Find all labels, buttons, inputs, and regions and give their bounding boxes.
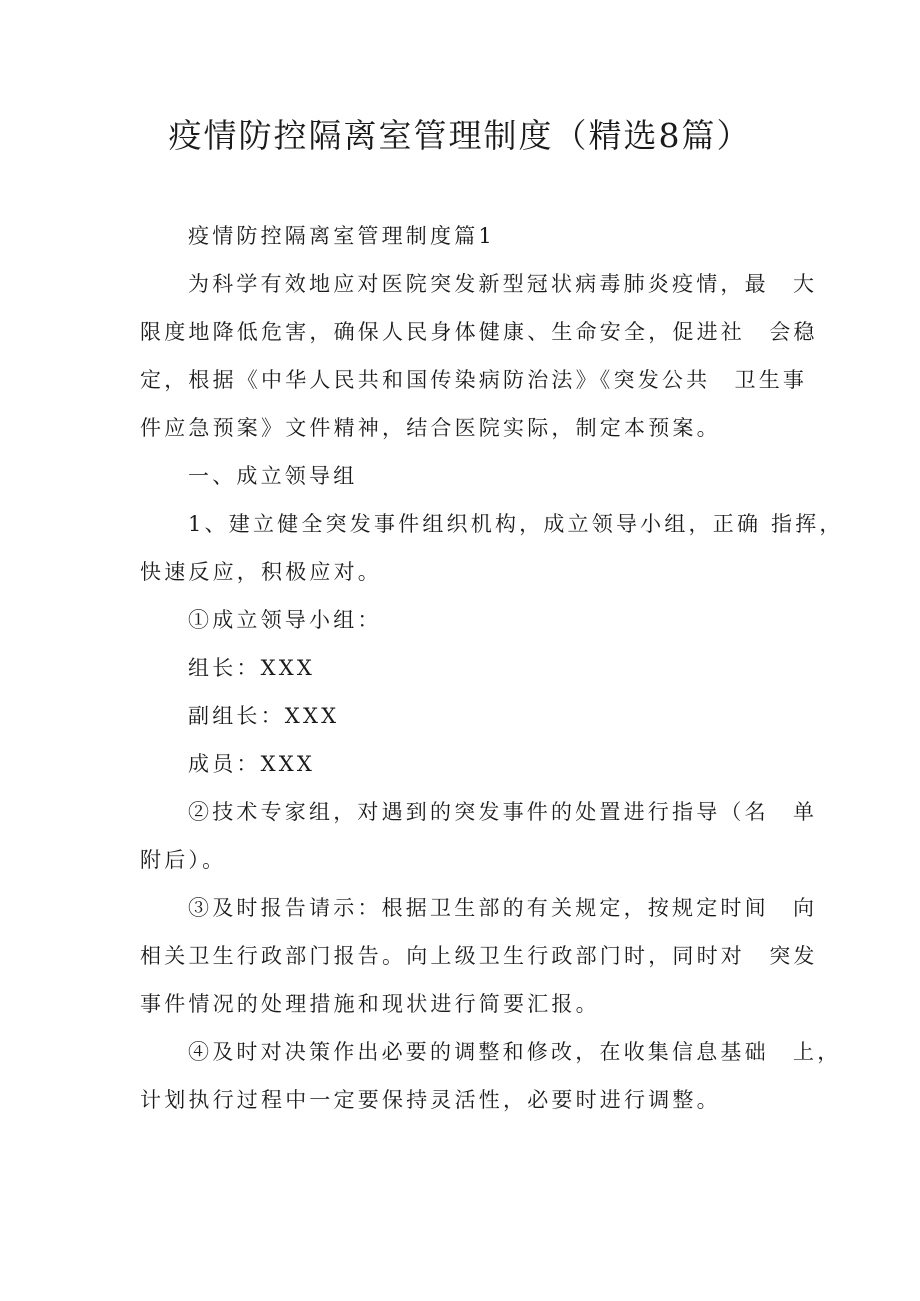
paragraph-line: 件应急预案》文件精神，结合医院实际，制定本预案。	[140, 416, 721, 440]
paragraph-line: 相关卫生行政部门报告。向上级卫生行政部门时，同时对 突发	[140, 944, 818, 968]
paragraph-line: 附后）。	[140, 848, 227, 872]
paragraph-line: ②技术专家组，对遇到的突发事件的处置进行指导（名 单	[188, 800, 818, 824]
paragraph-line: 为科学有效地应对医院突发新型冠状病毒肺炎疫情，最 大	[188, 272, 818, 296]
paragraph-line: 计划执行过程中一定要保持灵活性，必要时进行调整。	[140, 1088, 721, 1112]
paragraph-line: 快速反应，积极应对。	[140, 560, 382, 584]
section-heading: 疫情防控隔离室管理制度篇1	[188, 224, 495, 248]
paragraph-line: 组长：XXX	[188, 656, 316, 680]
document-title: 疫情防控隔离室管理制度（精选8篇）	[168, 116, 752, 155]
paragraph-line: 事件情况的处理措施和现状进行简要汇报。	[140, 992, 600, 1016]
paragraph-line: 1、建立健全突发事件组织机构，成立领导小组，正确 指挥，	[188, 512, 844, 536]
paragraph-line: 定，根据《中华人民共和国传染病防治法》《突发公共 卫生事	[140, 368, 808, 392]
paragraph-line: 成员：XXX	[188, 752, 316, 776]
subheading: 一、成立领导组	[188, 464, 358, 488]
paragraph-line: 限度地降低危害，确保人民身体健康、生命安全，促进社 会稳	[140, 320, 818, 344]
document-body	[140, 212, 844, 1124]
paragraph-line: ④及时对决策作出必要的调整和修改，在收集信息基础 上，	[188, 1040, 842, 1064]
paragraph-line: 副组长：XXX	[188, 704, 340, 728]
paragraph-line: ③及时报告请示：根据卫生部的有关规定，按规定时间 向	[188, 896, 818, 920]
paragraph-line: ①成立领导小组：	[188, 608, 382, 632]
